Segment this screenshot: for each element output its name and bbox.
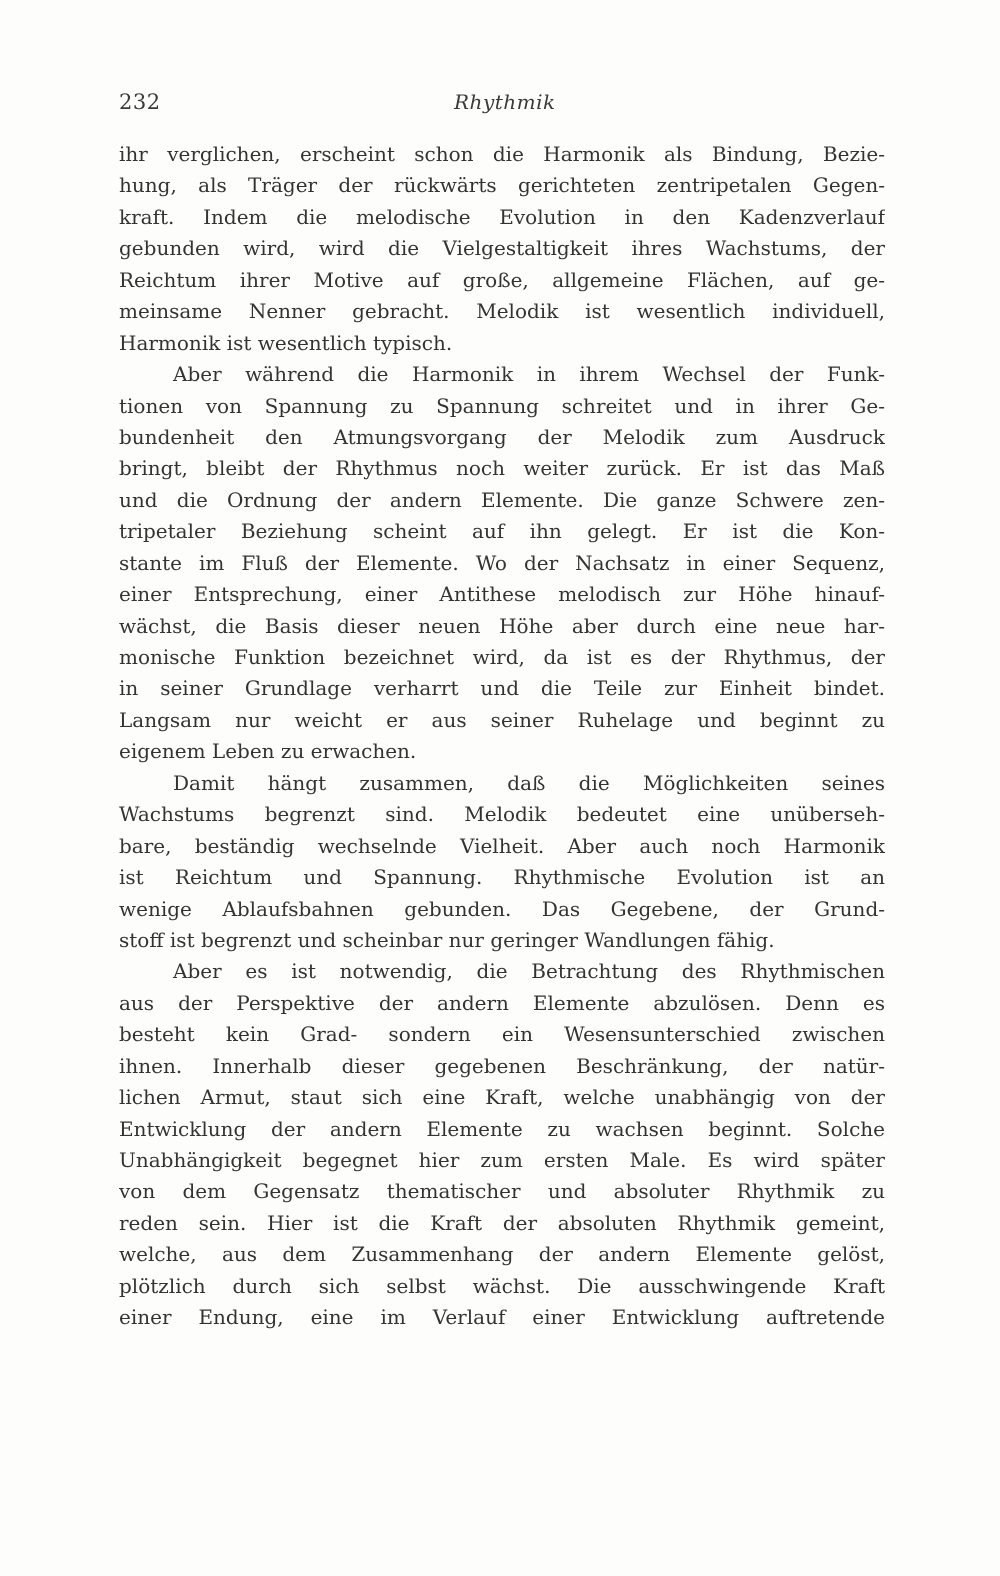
paragraph bbox=[119, 956, 885, 1333]
text-line: wächst, die Basis dieser neuen Höhe aber durch eine neue har- bbox=[119, 613, 885, 638]
text-line: gebunden wird, wird die Vielgestaltigkeit ihres Wachstums, der bbox=[119, 236, 885, 261]
text-line: Reichtum ihrer Motive auf große, allgemeine Flächen, auf ge- bbox=[119, 267, 885, 292]
text-line: Entwicklung der andern Elemente zu wachsen beginnt. Solche bbox=[119, 1116, 885, 1141]
text-line: wenige Ablaufsbahnen gebunden. Das Gegebene, der Grund- bbox=[119, 896, 885, 921]
text-line: tionen von Spannung zu Spannung schreitet und in ihrer Ge- bbox=[119, 393, 885, 418]
text-line: Damit hängt zusammen, daß die Möglichkeiten seines bbox=[173, 770, 885, 795]
text-line: Aber während die Harmonik in ihrem Wechsel der Funk- bbox=[173, 362, 885, 387]
text-line: von dem Gegensatz thematischer und absoluter Rhythmik zu bbox=[119, 1179, 885, 1204]
text-line: besteht kein Grad- sondern ein Wesensunterschied zwischen bbox=[119, 1022, 885, 1047]
text-line: hung, als Träger der rückwärts gerichteten zentripetalen Gegen- bbox=[119, 173, 885, 198]
text-line: ihr verglichen, erscheint schon die Harmonik als Bindung, Bezie- bbox=[119, 142, 885, 166]
paragraph bbox=[119, 359, 885, 768]
text-line: Langsam nur weicht er aus seiner Ruhelage und beginnt zu bbox=[119, 707, 885, 732]
paragraph bbox=[119, 768, 885, 957]
page-number: 232 bbox=[119, 90, 161, 114]
text-line: aus der Perspektive der andern Elemente abzulösen. Denn es bbox=[119, 990, 885, 1015]
running-head: Rhythmik bbox=[454, 90, 556, 114]
text-line: Unabhängigkeit begegnet hier zum ersten Male. Es wird später bbox=[119, 1148, 885, 1172]
text-line: plötzlich durch sich selbst wächst. Die ausschwingende Kraft bbox=[119, 1273, 885, 1298]
text-line: einer Entsprechung, einer Antithese melodisch zur Höhe hinauf- bbox=[119, 582, 885, 607]
text-line: welche, aus dem Zusammenhang der andern Elemente gelöst, bbox=[119, 1242, 885, 1267]
page-header bbox=[119, 90, 885, 120]
text-line: bare, beständig wechselnde Vielheit. Aber auch noch Harmonik bbox=[119, 833, 885, 858]
text-line: Harmonik ist wesentlich typisch. bbox=[119, 330, 453, 355]
text-line: Aber es ist notwendig, die Betrachtung des Rhythmischen bbox=[173, 959, 885, 984]
text-line: reden sein. Hier ist die Kraft der absoluten Rhythmik gemeint, bbox=[119, 1210, 885, 1235]
paragraph bbox=[119, 139, 885, 359]
text-line: kraft. Indem die melodische Evolution in den Kadenzverlauf bbox=[119, 204, 885, 229]
text-line: monische Funktion bezeichnet wird, da ist es der Rhythmus, der bbox=[119, 645, 885, 669]
body-text bbox=[119, 139, 885, 1334]
text-line: einer Endung, eine im Verlauf einer Entwicklung auftretende bbox=[119, 1305, 885, 1330]
text-line: meinsame Nenner gebracht. Melodik ist wesentlich individuell, bbox=[119, 299, 885, 324]
text-line: stante im Fluß der Elemente. Wo der Nachsatz in einer Sequenz, bbox=[119, 550, 885, 575]
text-line: ist Reichtum und Spannung. Rhythmische Evolution ist an bbox=[119, 865, 885, 890]
text-line: Wachstums begrenzt sind. Melodik bedeutet eine unüberseh- bbox=[119, 802, 885, 827]
text-line: tripetaler Beziehung scheint auf ihn gelegt. Er ist die Kon- bbox=[119, 519, 885, 544]
text-line: eigenem Leben zu erwachen. bbox=[119, 739, 417, 764]
text-line: lichen Armut, staut sich eine Kraft, welche unabhängig von der bbox=[119, 1085, 885, 1110]
text-line: und die Ordnung der andern Elemente. Die ganze Schwere zen- bbox=[119, 487, 885, 512]
text-line: bringt, bleibt der Rhythmus noch weiter zurück. Er ist das Maß bbox=[119, 456, 885, 481]
text-line: ihnen. Innerhalb dieser gegebenen Beschränkung, der natür- bbox=[119, 1053, 885, 1078]
text-line: in seiner Grundlage verharrt und die Teile zur Einheit bindet. bbox=[119, 676, 885, 701]
text-line: bundenheit den Atmungsvorgang der Melodik zum Ausdruck bbox=[119, 424, 885, 449]
text-line: stoff ist begrenzt und scheinbar nur geringer Wandlungen fähig. bbox=[119, 927, 775, 952]
